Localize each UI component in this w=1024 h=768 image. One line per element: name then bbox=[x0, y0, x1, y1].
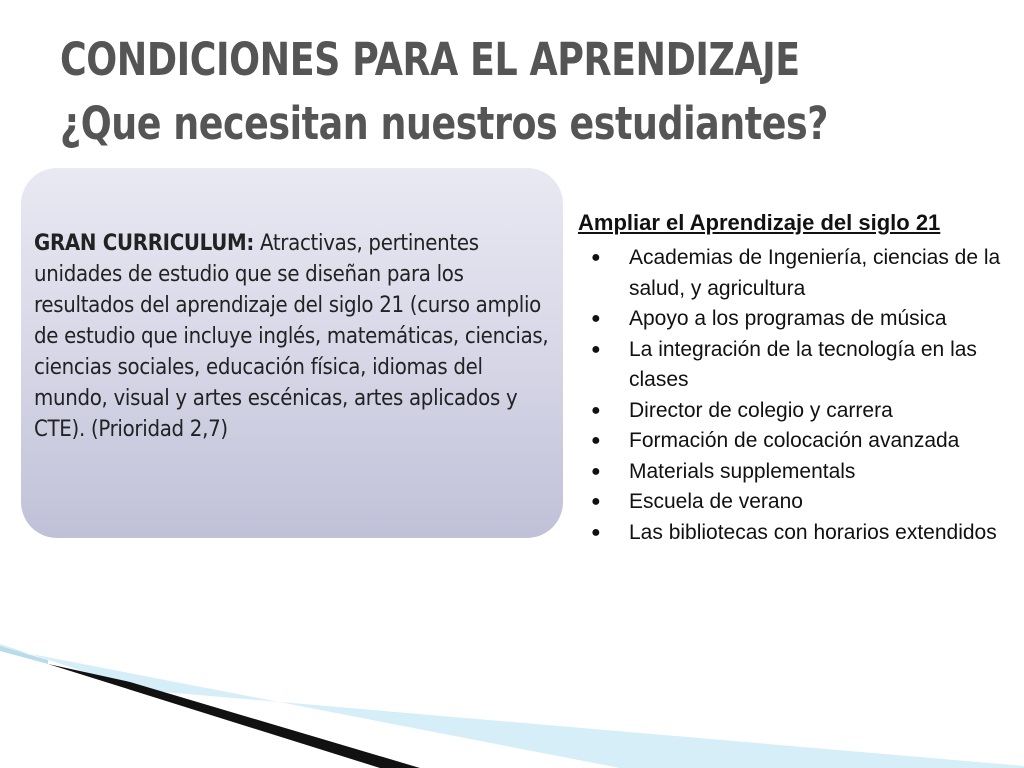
list-item bbox=[578, 457, 1008, 488]
curriculum-box bbox=[21, 168, 563, 538]
list-item-text: La integración de la tecnología en las clases bbox=[629, 337, 977, 391]
curriculum-paragraph bbox=[34, 228, 553, 445]
title-line-2: ¿Que necesitan nuestros estudiantes? bbox=[60, 97, 828, 150]
bullet-icon: ● bbox=[591, 523, 601, 541]
bullet-icon: ● bbox=[591, 310, 601, 327]
bullet-icon: ● bbox=[591, 401, 601, 419]
ribbon-thin-line bbox=[0, 646, 48, 664]
list-item-text: Formación de colocación avanzada bbox=[629, 429, 960, 452]
list-item bbox=[578, 487, 1008, 518]
ribbon-light-band bbox=[0, 644, 1024, 768]
right-panel bbox=[578, 207, 1008, 548]
bullet-icon: ● bbox=[591, 462, 601, 480]
list-item-text: Apoyo a los programas de música bbox=[629, 307, 947, 330]
title-line-1: CONDICIONES PARA EL APRENDIZAJE bbox=[60, 33, 800, 86]
bullet-icon: ● bbox=[591, 493, 601, 510]
list-item bbox=[578, 243, 1008, 304]
curriculum-label: GRAN CURRICULUM: bbox=[34, 231, 255, 256]
panel-heading: Ampliar el Aprendizaje del siglo 21 bbox=[578, 210, 941, 235]
bullet-icon: ● bbox=[591, 249, 601, 266]
list-item-text: Escuela de verano bbox=[629, 490, 803, 513]
decorative-ribbon bbox=[0, 620, 1024, 768]
list-item bbox=[578, 304, 1008, 335]
bullet-icon: ● bbox=[591, 340, 601, 358]
list-item-text: Las bibliotecas con horarios extendidos bbox=[629, 520, 997, 544]
list-item-text: Academias de Ingeniería, ciencias de la salud, y agricultura bbox=[629, 246, 1001, 300]
bullet-icon: ● bbox=[591, 432, 601, 449]
list-item bbox=[578, 426, 1008, 457]
list-item bbox=[578, 396, 1008, 427]
bullet-list bbox=[578, 243, 1008, 548]
list-item bbox=[578, 518, 1008, 549]
list-item bbox=[578, 335, 1008, 396]
curriculum-description: Atractivas, pertinentes unidades de estudio que se diseñan para los resultados del aprendizaje del siglo 21 (curso amplio de estudio que incluye inglés, matemáticas, ciencias, ciencias sociales, educación física, idiomas del mundo, visual y artes escénicas, artes aplicados y CTE). (Prioridad 2,7) bbox=[34, 231, 549, 442]
list-item-text: Director de colegio y carrera bbox=[629, 398, 893, 422]
list-item-text: Materials supplementals bbox=[629, 459, 856, 483]
slide-title bbox=[60, 28, 906, 156]
